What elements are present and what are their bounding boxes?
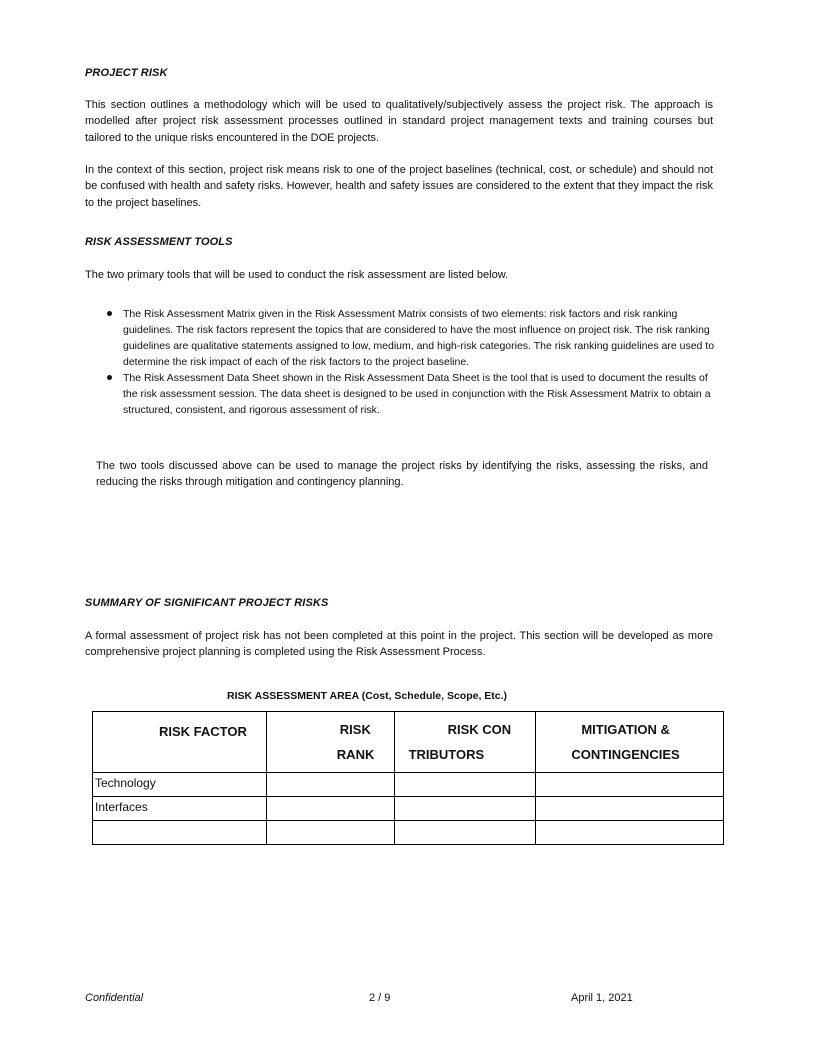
project-risk-paragraph-1: This section outlines a methodology which will be used to qualitatively/subjectively assess the project risk. The approach is modelled after project risk assessment processes outlined in standard project management texts and training courses but tailored to the unique risks encountered in the DOE projects. bbox=[85, 99, 713, 144]
cell-text bbox=[536, 773, 723, 776]
table-cell bbox=[93, 821, 267, 845]
bullet-icon bbox=[107, 311, 112, 316]
bullet-icon bbox=[107, 375, 112, 380]
table-cell bbox=[536, 773, 724, 797]
cell-text: Interfaces bbox=[95, 800, 148, 814]
table-cell bbox=[266, 821, 394, 845]
table-row bbox=[93, 797, 724, 821]
table-row bbox=[93, 773, 724, 797]
header-contributors-line2: TRIBUTORS bbox=[408, 747, 485, 762]
table-cell bbox=[394, 797, 536, 821]
cell-text: Technology bbox=[95, 776, 156, 790]
table-cell bbox=[536, 797, 724, 821]
footer-confidential: Confidential bbox=[85, 992, 144, 1004]
header-risk-rank-line1: RISK bbox=[339, 722, 371, 737]
bullet-text-risk-matrix: The Risk Assessment Matrix given in the Risk Assessment Matrix consists of two elements: risk factors and risk ranking guidelines. The risk factors represent the topics that are considered to have the most influence on project risk. The risk ranking guidelines are qualitative statements assigned to low, medium, and high-risk categories. The risk ranking guidelines are used to determine the risk impact of each of the risk factors to the project baseline. bbox=[123, 308, 715, 368]
tools-bullet-list bbox=[105, 306, 715, 418]
table-cell bbox=[266, 773, 394, 797]
cell-text bbox=[536, 821, 723, 824]
cell-text bbox=[267, 797, 394, 800]
cell-text bbox=[93, 821, 266, 824]
list-item bbox=[105, 306, 715, 370]
header-mitigation-line2: CONTINGENCIES bbox=[571, 747, 680, 762]
cell-text bbox=[395, 773, 536, 776]
header-mitigation-line1: MITIGATION & bbox=[581, 722, 670, 737]
table-cell bbox=[93, 797, 267, 821]
table-cell bbox=[266, 797, 394, 821]
list-item bbox=[105, 370, 715, 418]
header-risk-rank-line2: RANK bbox=[336, 747, 375, 762]
cell-text bbox=[267, 773, 394, 776]
summary-paragraph: A formal assessment of project risk has not been completed at this point in the project. This section will be developed as more comprehensive project planning is completed using the Risk Assessment Process. bbox=[85, 630, 713, 659]
section-heading-project-risk: PROJECT RISK bbox=[85, 67, 168, 79]
header-risk-contributors bbox=[394, 712, 536, 773]
table-caption: RISK ASSESSMENT AREA (Cost, Schedule, Scope, Etc.) bbox=[227, 690, 508, 702]
footer-date: April 1, 2021 bbox=[571, 992, 633, 1004]
risk-assessment-table bbox=[92, 711, 724, 845]
table-cell bbox=[394, 821, 536, 845]
table-row bbox=[93, 821, 724, 845]
header-contributors-line1: RISK CON bbox=[447, 722, 512, 737]
bullet-text-data-sheet: The Risk Assessment Data Sheet shown in the Risk Assessment Data Sheet is the tool that is used to document the results of the risk assessment session. The data sheet is designed to be used in conjunction with the Risk Assessment Matrix to obtain a structured, consistent, and rigorous assessment of risk. bbox=[123, 372, 711, 416]
tools-closing-paragraph: The two tools discussed above can be used to manage the project risks by identifying the risks, assessing the risks, and reducing the risks through mitigation and contingency planning. bbox=[96, 460, 708, 489]
tools-intro-paragraph: The two primary tools that will be used to conduct the risk assessment are listed below. bbox=[85, 269, 509, 281]
cell-text bbox=[395, 821, 536, 824]
table-header-row bbox=[93, 712, 724, 773]
cell-text bbox=[395, 797, 536, 800]
table-cell bbox=[536, 821, 724, 845]
header-risk-factor bbox=[93, 712, 267, 773]
header-risk-factor-label: RISK FACTOR bbox=[159, 724, 247, 739]
header-risk-rank bbox=[266, 712, 394, 773]
footer-page-number: 2 / 9 bbox=[369, 992, 391, 1004]
table-cell bbox=[394, 773, 536, 797]
project-risk-paragraph-2: In the context of this section, project risk means risk to one of the project baselines (technical, cost, or schedule) and should not be confused with health and safety risks. However, health and safety issues are considered to the extent that they impact the risk to the project baselines. bbox=[85, 164, 713, 209]
table-cell bbox=[93, 773, 267, 797]
header-mitigation bbox=[536, 712, 724, 773]
cell-text bbox=[267, 821, 394, 824]
cell-text bbox=[536, 797, 723, 800]
section-heading-summary: SUMMARY OF SIGNIFICANT PROJECT RISKS bbox=[85, 597, 329, 609]
section-heading-risk-assessment-tools: RISK ASSESSMENT TOOLS bbox=[85, 236, 233, 248]
